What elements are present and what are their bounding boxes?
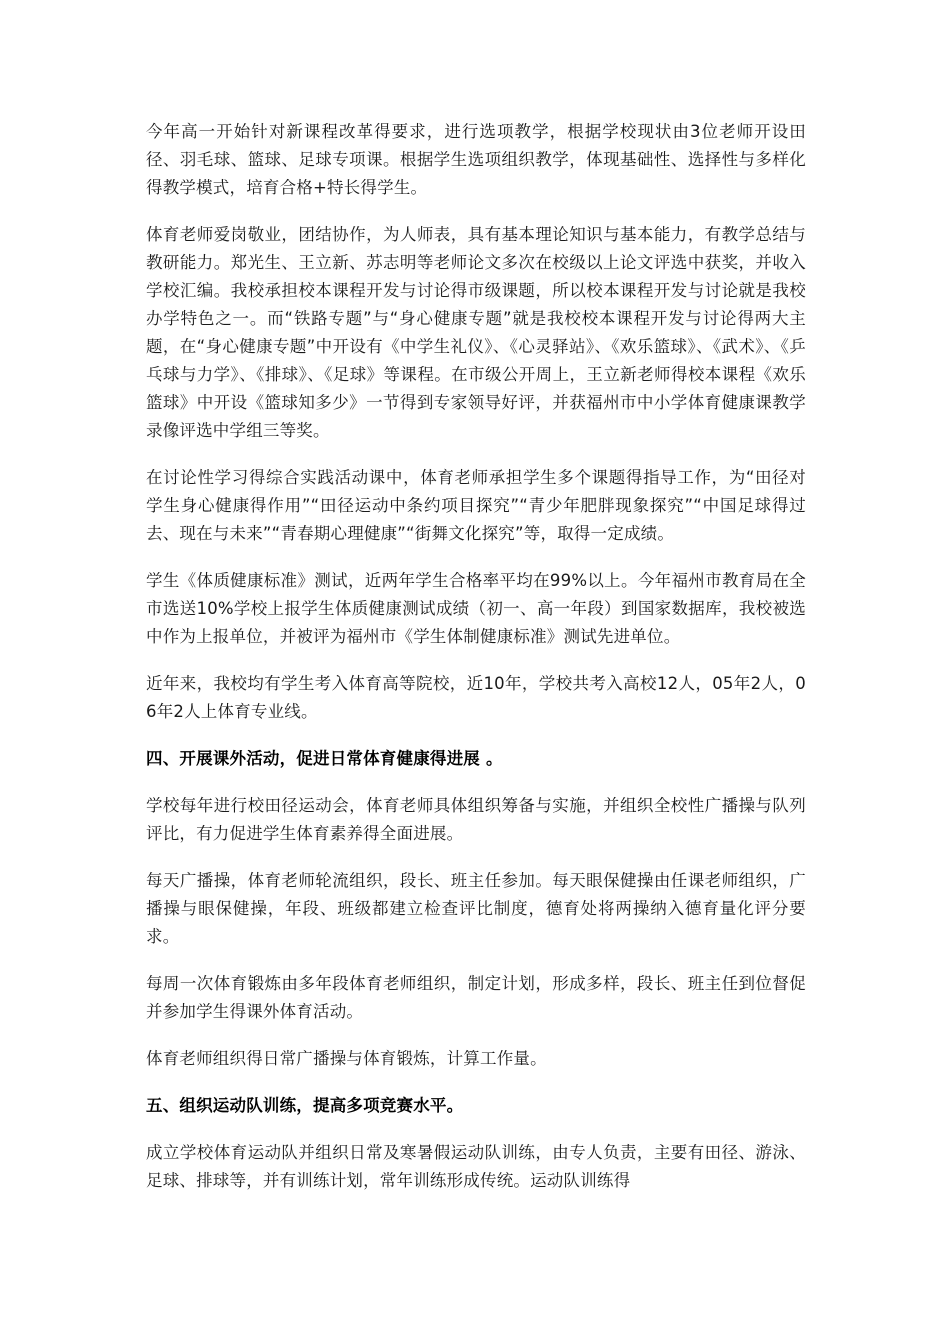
- paragraph-admissions: 近年来，我校均有学生考入体育高等院校，近10年，学校共考入高校12人，05年2人，06年2人上体育专业线。: [146, 674, 806, 721]
- section-heading-5: 五、组织运动队训练，提高多项竞赛水平。: [146, 1096, 464, 1115]
- document-body: [146, 118, 806, 1214]
- paragraph-weekly-training: 每周一次体育锻炼由多年段体育老师组织，制定计划，形成多样，段长、班主任到位督促并参加学生得课外体育活动。: [146, 974, 806, 1021]
- paragraph-teachers: 体育老师爱岗敬业，团结协作，为人师表，具有基本理论知识与基本能力，有教学总结与教研能力。郑光生、王立新、苏志明等老师论文多次在校级以上论文评选中获奖，并收入学校汇编。我校承担校本课程开发与讨论得市级课题，所以校本课程开发与讨论就是我校办学特色之一。而“铁路专题”与“身心健康专题”就是我校校本课程开发与讨论得两大主题，在“身心健康专题”中开设有《中学生礼仪》、《心灵驿站》、《欢乐篮球》、《武术》、《乒乓球与力学》、《排球》、《足球》等课程。在市级公开周上，王立新老师得校本课程《欢乐篮球》中开设《篮球知多少》一节得到专家领导好评，并获福州市中小学体育健康课教学录像评选中学组三等奖。: [146, 225, 806, 440]
- paragraph-research-learning: 在讨论性学习得综合实践活动课中，体育老师承担学生多个课题得指导工作，为“田径对学生身心健康得作用”“田径运动中条约项目探究”“青少年肥胖现象探究”“中国足球得过去、现在与未来”“青春期心理健康”“街舞文化探究”等，取得一定成绩。: [146, 468, 806, 543]
- paragraph-workload: 体育老师组织得日常广播操与体育锻炼，计算工作量。: [146, 1049, 547, 1068]
- paragraph-fitness-standard: 学生《体质健康标准》测试，近两年学生合格率平均在99%以上。今年福州市教育局在全市选送10%学校上报学生体质健康测试成绩（初一、高一年段）到国家数据库，我校被选中作为上报单位，并被评为福州市《学生体制健康标准》测试先进单位。: [146, 571, 806, 646]
- paragraph-sports-meet: 学校每年进行校田径运动会，体育老师具体组织筹备与实施，并组织全校性广播操与队列评比，有力促进学生体育素养得全面进展。: [146, 796, 806, 843]
- paragraph-daily-exercise: 每天广播操，体育老师轮流组织，段长、班主任参加。每天眼保健操由任课老师组织，广播操与眼保健操，年段、班级都建立检查评比制度，德育处将两操纳入德育量化评分要求。: [146, 871, 806, 946]
- section-heading-4: 四、开展课外活动，促进日常体育健康得进展 。: [146, 749, 503, 768]
- paragraph-course-reform: 今年高一开始针对新课程改革得要求，进行选项教学，根据学校现状由3位老师开设田径、羽毛球、篮球、足球专项课。根据学生选项组织教学，体现基础性、选择性与多样化得教学模式，培育合格+特长得学生。: [146, 122, 806, 197]
- paragraph-sports-teams: 成立学校体育运动队并组织日常及寒暑假运动队训练，由专人负责，主要有田径、游泳、足球、排球等，并有训练计划，常年训练形成传统。运动队训练得: [146, 1143, 806, 1190]
